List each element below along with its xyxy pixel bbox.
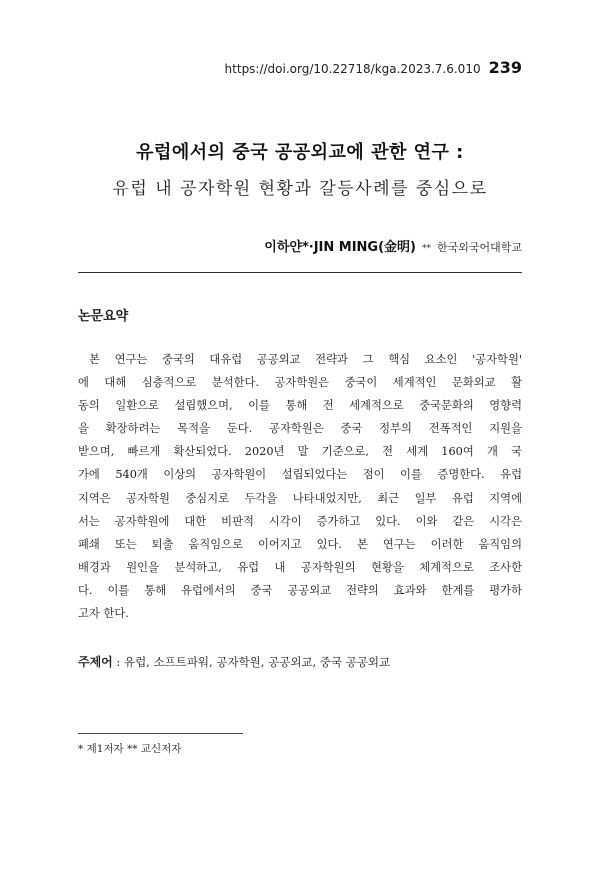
author-affiliation: 한국외국어대학교: [436, 241, 522, 254]
keywords-text: 유럽, 소프트파워, 공자학원, 공공외교, 중국 공공외교: [123, 655, 391, 669]
keywords-label: 주제어: [78, 655, 113, 669]
abstract-line: 동의 일환으로 설립했으며, 이를 통해 전 세계적으로 중국문화의 영향력: [78, 399, 522, 413]
abstract-line: 배경과 원인을 분석하고, 유럽 내 공자학원의 현황을 체계적으로 조사한: [78, 560, 522, 574]
abstract-line: 지역은 공자학원 중심지로 두각을 나타내었지만, 최근 일부 유럽 지역에: [78, 491, 522, 505]
title-subtitle: 유럽 내 공자학원 현황과 갈등사례를 중심으로: [112, 179, 488, 199]
abstract-line: 가에 540개 이상의 공자학원이 설립되었다는 점이 이를 증명한다. 유럽: [78, 468, 522, 482]
abstract-line: 서는 공자학원에 대한 비판적 시각이 증가하고 있다. 이와 같은 시각은: [78, 514, 522, 528]
title-divider: [78, 272, 522, 273]
author-line: [264, 236, 522, 255]
page-number: 239: [488, 58, 522, 77]
abstract-body: [78, 348, 522, 625]
abstract-line: 고자 한다.: [78, 607, 129, 621]
keywords-separator: :: [112, 655, 124, 669]
page-header: [225, 58, 522, 77]
abstract-line: 다. 이를 통해 유럽에서의 중국 공공외교 전략의 효과와 한계를 평가하: [78, 583, 522, 597]
abstract-line: 본 연구는 중국의 대유럽 공공외교 전략과 그 핵심 요소인 '공자학원': [89, 353, 522, 366]
abstract-line: 을 확장하려는 목적을 둔다. 공자학원은 중국 정부의 전폭적인 지원을: [78, 422, 522, 436]
doi-link[interactable]: https://doi.org/10.22718/kga.2023.7.6.010: [224, 62, 481, 76]
title-main: 유럽에서의 중국 공공외교에 관한 연구 :: [136, 142, 464, 163]
author-names: 이하얀*·JIN MING(金明): [264, 240, 416, 255]
corresponding-mark: **: [421, 244, 431, 254]
footnote-divider: [78, 733, 243, 734]
abstract-line: 에 대해 심층적으로 분석한다. 공자학원은 중국이 세계적인 문화외교 활: [78, 376, 522, 390]
keywords: [78, 653, 390, 670]
paper-title: [0, 138, 600, 199]
footnote: * 제1저자 ** 교신저자: [78, 743, 182, 755]
abstract-heading: 논문요약: [78, 309, 129, 324]
abstract-line: 폐쇄 또는 퇴출 움직임으로 이어지고 있다. 본 연구는 이러한 움직임의: [78, 537, 522, 551]
abstract-line: 받으며, 빠르게 확산되었다. 2020년 말 기준으로, 전 세계 160여 개 국: [78, 445, 522, 459]
